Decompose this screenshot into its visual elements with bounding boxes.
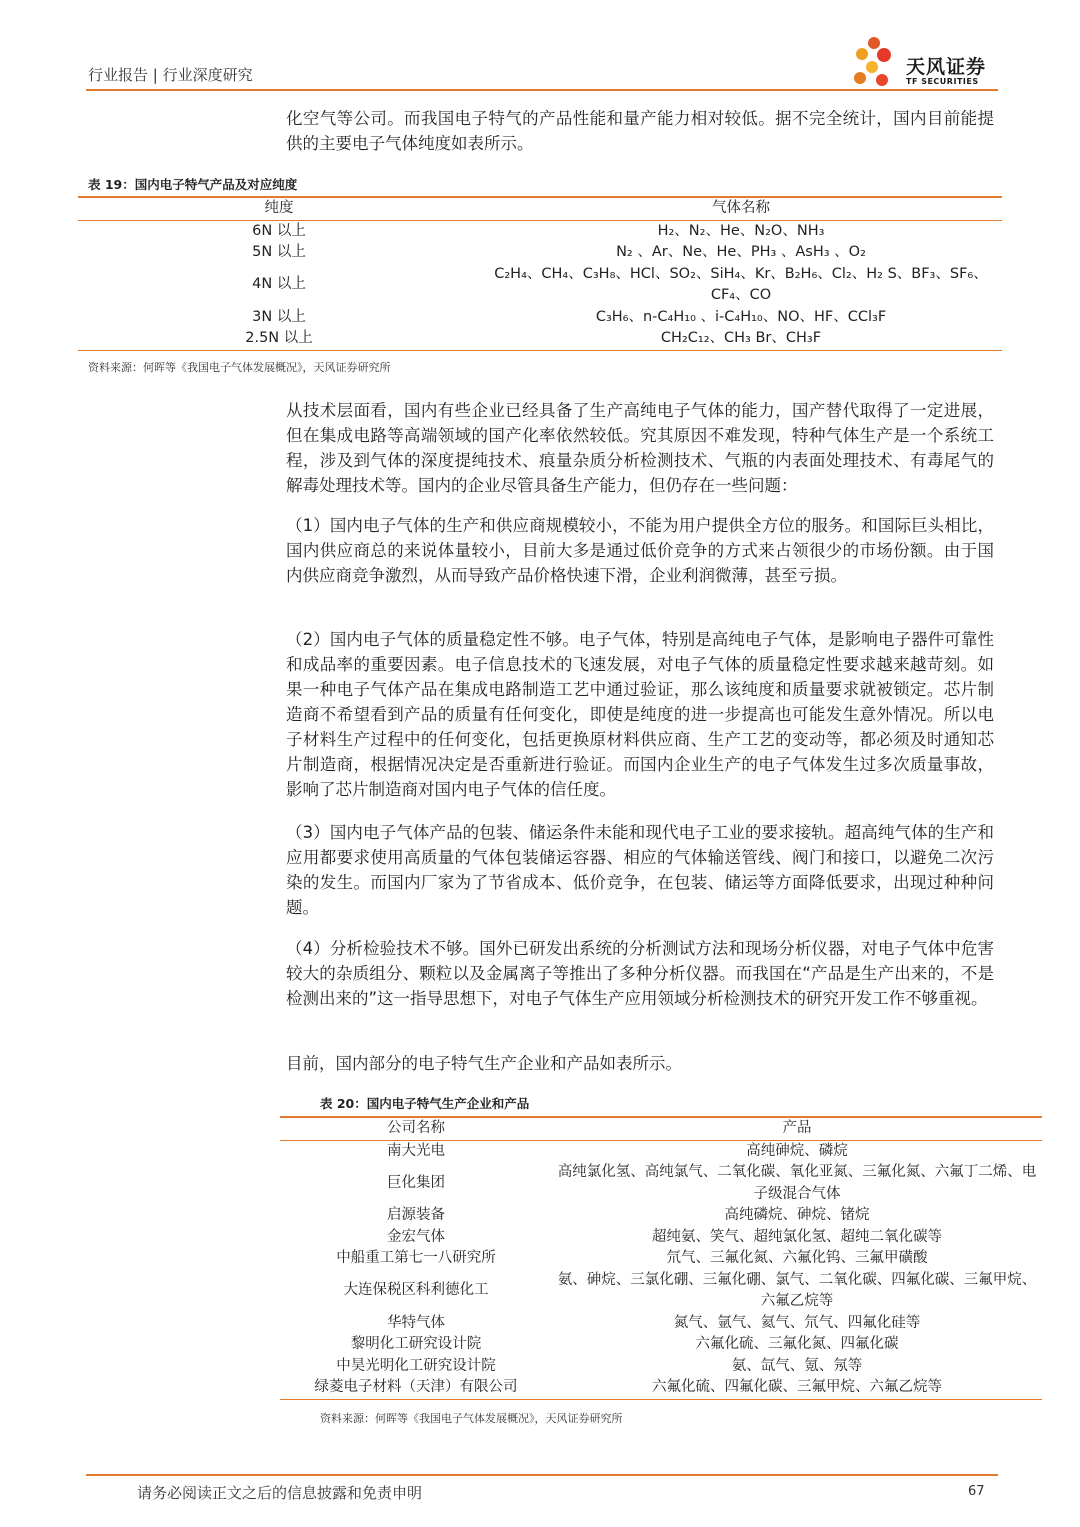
intro-paragraph: 化空气等公司。而我国电子特气的产品性能和量产能力相对较低。据不完全统计，国内目前能提供的主要电子气体纯度如表所示。 <box>286 109 994 153</box>
logo-text: 天风证券 <box>906 56 987 78</box>
table20-header-company: 公司名称 <box>280 1117 552 1140</box>
body-paragraph-5: （4）分析检验技术不够。国外已研发出系统的分析测试方法和现场分析仪器，对电子气体中危害较大的杂质组分、颗粒以及金属离子等推出了多种分析仪器。而我国在“产品是生产出来的，不是检测出来的”这一指导思想下，对电子气体生产应用领域分析检测技术的研究开发工作不够重视。 <box>286 939 994 1008</box>
table-row <box>280 1205 1042 1227</box>
purity-cell: 5N 以上 <box>252 244 306 260</box>
company-cell: 金宏气体 <box>387 1228 445 1245</box>
body-paragraph-3: （2）国内电子气体的质量稳定性不够。电子气体，特别是高纯电子气体，是影响电子器件可靠性和成品率的重要因素。电子信息技术的飞速发展，对电子气体的质量稳定性要求越来越苛刻。如果一种电子气体产品在集成电路制造工艺中通过验证，那么该纯度和质量要求就被锁定。芯片制造商不希望看到产品的质量有任何变化，即使是纯度的进一步提高也可能发生意外情况。所以电子材料生产过程中的任何变化，包括更换原材料供应商、生产工艺的变动等，都必须及时通知芯片制造商，根据情况决定是否重新进行验证。而国内企业生产的电子气体发生过多次质量事故，影响了芯片制造商对国内电子气体的信任度。 <box>286 630 994 799</box>
gas-cell: C₂H₄、CH₄、C₃H₈、HCl、SO₂、SiH₄、Kr、B₂H₆、Cl₂、H₂ S、BF₃、SF₆、CF₄、CO <box>494 265 988 303</box>
table-row <box>78 220 1002 242</box>
table-row <box>280 1140 1042 1162</box>
company-cell: 启源装备 <box>387 1207 445 1223</box>
footer-disclaimer: 请务必阅读正文之后的信息披露和免责申明 <box>137 1484 423 1502</box>
body-paragraph-2: （1）国内电子气体的生产和供应商规模较小，不能为用户提供全方位的服务。和国际巨头相比，国内供应商总的来说体量较小，目前大多是通过低价竞争的方式来占领很少的市场份额。由于国内供应商竞争激烈，从而导致产品价格快速下滑，企业利润微薄，甚至亏损。 <box>286 516 994 585</box>
body-paragraph-4: （3）国内电子气体产品的包装、储运条件未能和现代电子工业的要求接轨。超高纯气体的生产和应用都要求使用高质量的气体包装储运容器、相应的气体输送管线、阀门和接口，以避免二次污染的发生。而国内厂家为了节省成本、低价竞争，在包装、储运等方面降低要求，出现过种种问题。 <box>286 823 994 917</box>
gas-cell: C₃H₆、n-C₄H₁₀ 、i-C₄H₁₀、NO、HF、CCl₃F <box>595 308 887 325</box>
table19-header-gas: 气体名称 <box>480 197 1002 220</box>
purity-cell: 2.5N 以上 <box>78 328 480 350</box>
body-paragraph-6: 目前，国内部分的电子特气生产企业和产品如表所示。 <box>286 1054 682 1073</box>
table-row <box>280 1377 1042 1399</box>
company-cell: 黎明化工研究设计院 <box>350 1336 482 1352</box>
header-divider <box>86 89 998 91</box>
company-cell: 华特气体 <box>387 1314 445 1331</box>
company-cell: 南大光电 <box>387 1142 445 1159</box>
purity-cell: 3N 以上 <box>252 308 306 325</box>
product-cell: 高纯氯化氢、高纯氯气、二氧化碳、氧化亚氮、三氟化氮、六氟丁二烯、电子级混合气体 <box>557 1164 1037 1202</box>
table19-header-purity: 纯度 <box>78 197 480 220</box>
company-cell: 中昊光明化工研究设计院 <box>336 1357 496 1374</box>
table-row <box>280 1270 1042 1313</box>
table-row <box>78 264 1002 307</box>
product-cell: 氨、砷烷、三氯化硼、三氟化硼、氯气、二氧化碳、四氟化碳、三氟甲烷、六氟乙烷等 <box>557 1271 1037 1309</box>
table19-header-row <box>78 197 1002 220</box>
product-cell: 六氟化硫、三氟化氮、四氟化碳 <box>695 1336 899 1352</box>
gas-cell: H₂、N₂、He、N₂O、NH₃ <box>657 222 825 239</box>
logo-subtitle: TF SECURITIES <box>906 77 979 86</box>
table-row <box>78 328 1002 350</box>
table20-caption: 表 20：国内电子特气生产企业和产品 <box>320 1096 530 1111</box>
company-cell: 中船重工第七一八研究所 <box>336 1250 496 1266</box>
table-row <box>280 1227 1042 1249</box>
table20 <box>280 1116 1042 1400</box>
product-cell: 氘气、三氟化氮、六氟化钨、三氟甲磺酸 <box>666 1250 928 1266</box>
table-row <box>280 1334 1042 1356</box>
table-row <box>280 1162 1042 1205</box>
company-cell: 巨化集团 <box>387 1174 445 1191</box>
table-row <box>280 1356 1042 1378</box>
page-number: 67 <box>968 1484 985 1499</box>
header-title: 行业报告 | 行业深度研究 <box>88 66 253 84</box>
table19 <box>78 196 1002 351</box>
table19-source: 资料来源：何晖等《我国电子气体发展概况》，天风证券研究所 <box>88 361 391 374</box>
product-cell: 超纯氨、笑气、超纯氯化氢、超纯二氧化碳等 <box>652 1228 942 1245</box>
product-cell: 氨、氙气、氪、氖等 <box>731 1357 863 1374</box>
table-row <box>78 307 1002 329</box>
product-cell: 高纯磷烷、砷烷、锗烷 <box>724 1207 870 1223</box>
product-cell: 六氟化硫、四氟化碳、三氟甲烷、六氟乙烷等 <box>552 1377 1042 1399</box>
table20-source: 资料来源：何晖等《我国电子气体发展概况》，天风证券研究所 <box>320 1412 623 1425</box>
table-row <box>78 242 1002 264</box>
product-cell: 高纯砷烷、磷烷 <box>746 1142 848 1159</box>
gas-cell: CH₂C₁₂、CH₃ Br、CH₃F <box>480 328 1002 350</box>
footer-divider <box>86 1474 998 1476</box>
purity-cell: 6N 以上 <box>252 222 306 239</box>
table-row <box>280 1313 1042 1335</box>
company-cell: 大连保税区科利德化工 <box>343 1282 489 1299</box>
table-row <box>280 1248 1042 1270</box>
body-paragraph-1: 从技术层面看，国内有些企业已经具备了生产高纯电子气体的能力，国产替代取得了一定进展，但在集成电路等高端领域的国产化率依然较低。究其原因不难发现，特种气体生产是一个系统工程，涉及到气体的深度提纯技术、痕量杂质分析检测技术、气瓶的内表面处理技术、有毒尾气的解毒处理技术等。国内的企业尽管具备生产能力，但仍存在一些问题： <box>286 401 994 495</box>
purity-cell: 4N 以上 <box>252 276 306 293</box>
table20-header-row <box>280 1117 1042 1140</box>
table20-header-product: 产品 <box>552 1117 1042 1140</box>
table19-caption: 表 19：国内电子特气产品及对应纯度 <box>88 177 298 192</box>
product-cell: 氮气、氩气、氦气、氘气、四氟化硅等 <box>673 1314 921 1331</box>
gas-cell: N₂ 、Ar、Ne、He、PH₃ 、AsH₃ 、O₂ <box>616 244 866 260</box>
company-cell: 绿菱电子材料（天津）有限公司 <box>280 1377 552 1399</box>
